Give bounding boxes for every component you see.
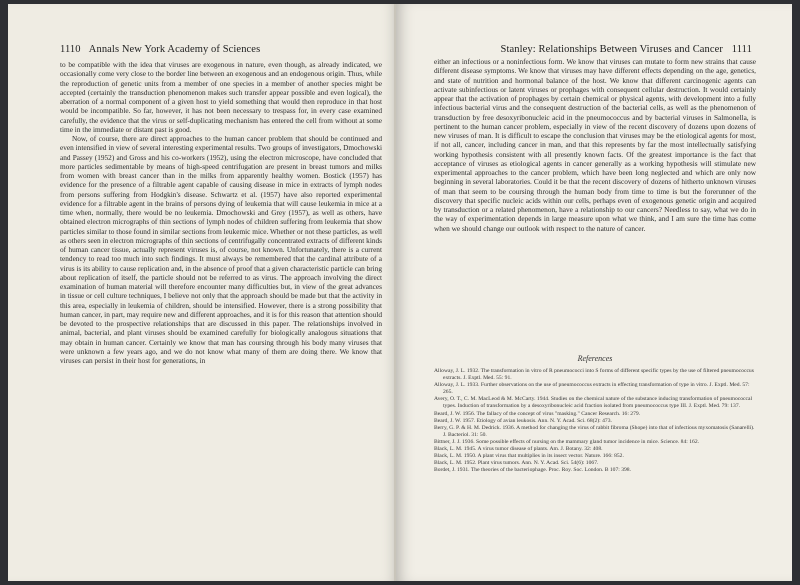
reference-item: Alloway, J. L. 1932. The transformation in vitro of R pneumococci into S forms of different specific types by the use of filtered pneumococcus extracts. J. Exptl. Med. 55: 91. [434,368,754,382]
left-body-text [60,60,382,365]
references-list [434,368,756,474]
right-page [396,4,792,581]
reference-item: Beard, J. W. 1956. The fallacy of the concept of virus "masking." Cancer Research. 16: 279. [434,410,641,417]
left-page-number: 1110 [60,44,81,55]
reference-item: Black, L. M. 1952. Plant virus tumors. Ann. N. Y. Acad. Sci. 54(6): 1067. [434,460,599,467]
reference-item: Avery, O. T., C. M. MacLeod & M. McCarty. 1944. Studies on the chemical nature of the substance inducing transformation of pneumococcal types. Induction of transformation by a desoxyribonucleic acid fraction isolated from pneumococcus type III. J. Exptl. Med. 79: 137. [434,396,753,410]
reference-item: Black, L. M. 1945. A virus tumor disease of plants. Am. J. Botany. 32: 408. [434,446,603,453]
left-journal-title: Annals New York Academy of Sciences [88,44,261,55]
reference-item: Berry, G. P. & H. M. Dedrick. 1936. A method for changing the virus of rabbit fibroma (Shope) into that of infectious myxomatosis (Sanarelli). J. Bacteriol. 31: 50. [434,424,755,438]
right-paragraph-1: either an infectious or a noninfectious form. We know that viruses can mutate to form new strains that cause different disease symptoms. We know that viruses may have different effects depending on the age, genetics, and state of nutrition and hormonal balance of the host. We know that different carcinogenic agents can activate subinfectious or latent viruses or prophages with consequent cellular destruction. It would certainly appear that the activation of prophages by certain chemical or physical agents, with development into a fully infectious bacterial virus and the consequent destruction of the bacterial cells, as well as the phenomenon of transduction by free desoxyribonucleic acid in the pneumococcus and by bacterial viruses in Salmonella, is pertinent to the human cancer problem, especially in view of the recent discovery of dozens upon dozens of new viruses of man. It is difficult to escape the conclusion that viruses may be the etiological agents for most, if not all, cancer, including cancer in man, and that this represents by far the most intellectually satisfying working hypothesis consistent with all presently known facts. Of the greatest importance is the fact that acceptance of viruses as etiological agents in cancer generally as a working hypothesis will stimulate new experimental approaches to the cancer problem, which have been long neglected and which are only now beginning in several laboratories. Could it be that the recent discovery of dozens of hitherto unknown viruses of man that seem to be coursing through the human body from time to time is but the forerunner of the discovery that specific nucleic acids within our cells, perhaps even of exogenous genetic origin and acquired by transduction or a related phenomenon, have a relationship to our cancers? Needless to say, what we do in the way of experimentation depends in large measure upon what we think, and I am sure the time has come when we should change our outlook with respect to the nature of cancer. [434,57,756,233]
left-paragraph-1: to be compatible with the idea that viruses are exogenous in nature, even though, as already indicated, we occasionally come very close to the border line between an exogenous and an endogenous origin. Thus, while the reproduction of genetic units from a member of one species in a member of another species might be accepted (certainly the transduction phenomenon makes such transfer appear possible and even logical), the aberration of a normal component of a given host to yield something that would then reproduce in that host would be incompatible. So far, however, it has not been necessary to trespass for, in every case examined carefully, the evidence that the virus or self-duplicating mechanism has entered the cell from without at some time in the immediate or distant past is good. [60,60,382,134]
right-body-text [434,57,756,233]
right-running-header [501,44,752,55]
reference-item: Bordet, J. 1931. The theories of the bacteriophage. Proc. Roy. Soc. London. B 107: 398. [434,467,631,474]
left-running-header [60,44,260,55]
reference-item: Black, L. M. 1950. A plant virus that multiplies in its insect vector. Nature. 166: 852. [434,453,624,460]
left-page [8,4,396,581]
left-paragraph-2: Now, of course, there are direct approaches to the human cancer problem that should be continued and even intensified in view of several interesting experimental results. Two groups of investigators, Dmochowski and Passey (1952) and Gross and his co-workers (1952), using the electron microscope, have concluded that more particles sedimentable by means of high-speed centrifugation are present in breast tumors and milks from women with breast cancer than in the milks from apparently healthy women. Bostick (1957) has evidence for the presence of a filtrable agent capable of causing disease in mice in extracts of lymph nodes from persons suffering from Hodgkin's disease. Schwartz et al. (1957) have also reported experimental evidence for a filtrable agent in the brains of persons dying of leukemia that will cause leukemia in mice at a time when, normally, there would be no leukemia. Dmochowski and Grey (1957), as well as others, have obtained electron micrographs of thin sections of lymph nodes of children suffering from leukemia that show particles similar to those found in similar sections from leukemic mice. Whether or not these particles, as well as others seen in electron micrographs of thin sections of centrifugally concentrated extracts of different kinds of human cancer tissue, actually represent viruses is, of course, not known. Unfortunately, there is a current tendency to read too much into such findings. It must always be remembered that the cardinal attribute of a virus is its ability to cause replication and, in the absence of proof that a given characteristic particle can bring about replication of itself, the particle should not be referred to as virus. The approach involving the direct examination of human material will therefore encounter many difficulties but, in view of the great advances in tissue or cell culture techniques, I believe not only that the approach should be made but that the activity in this area, especially in leukemia of children, should be intensified. However, there is a strong possibility that human cancer, in part, may require new and different approaches, and it is for this reason that attention should be devoted to the prospective relationships that are discussed in this paper. The relationships involved in animal, bacterial, and plant viruses should be examined carefully for biologically analogous situations that may obtain in human cancer. Certainly we know that man has coursing through his body many viruses that were unknown a few years ago, and we do not know what many of them are doing there. We know that viruses can persist in their host for generations, in [60,134,382,365]
references-heading: References [577,354,613,363]
reference-item: Alloway, J. L. 1933. Further observations on the use of pneumococcus extracts in effecting transformation of type in vitro. J. Exptl. Med. 57: 265. [434,382,750,396]
reference-item: Bittner, J. J. 1936. Some possible effects of nursing on the mammary gland tumor incidence in mice. Science. 84: 162. [434,438,700,445]
right-article-title: Stanley: Relationships Between Viruses and Cancer [500,44,724,55]
reference-item: Beard, J. W. 1957. Etiology of avian leukosis. Ann. N. Y. Acad. Sci. 68(2): 473. [434,417,612,424]
right-page-number: 1111 [731,44,752,55]
